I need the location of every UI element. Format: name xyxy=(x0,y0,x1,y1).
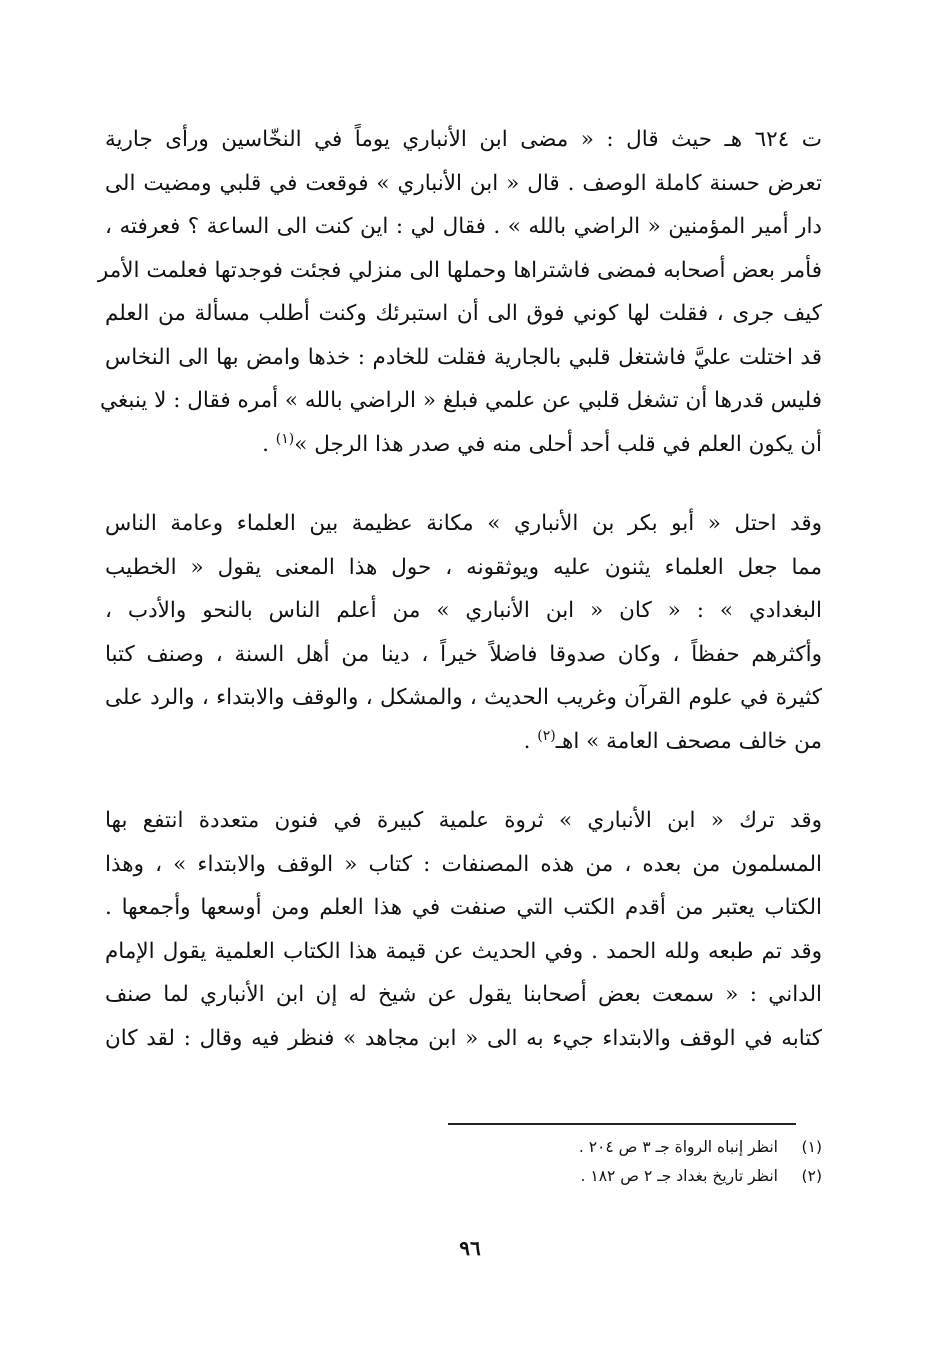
page-number: ٩٦ xyxy=(459,1236,481,1260)
sentence-end: . xyxy=(523,728,538,754)
footnote-number: (٢) xyxy=(801,1167,822,1185)
main-text xyxy=(97,118,823,1060)
text-line: تعرض حسنة كاملة الوصف . قال « ابن الأنباري » فوقعت في قلبي ومضيت الى xyxy=(105,170,822,196)
paragraph-3 xyxy=(105,799,822,1060)
text-line: ت ٦٢٤ هـ حيث قال : « مضى ابن الأنباري يوماً في النخّاسين ورأى جارية xyxy=(105,127,822,152)
text-line: كثيرة في علوم القرآن وغريب الحديث ، والمشكل ، والوقف والابتداء ، والرد على xyxy=(105,685,823,710)
footnote-item xyxy=(392,1133,822,1162)
text-line: مما جعل العلماء يثنون عليه ويوثقونه ، حول هذا المعنى يقول « الخطيب xyxy=(105,554,822,580)
text-line: الداني : « سمعت بعض أصحابنا يقول عن شيخ له إن ابن الأنباري لما صنف xyxy=(105,982,822,1007)
footnote-number: (١) xyxy=(801,1138,822,1156)
text-line: وقد احتل « أبو بكر بن الأنباري » مكانة عظيمة بين العلماء وعامة الناس xyxy=(105,511,822,536)
text-line: كيف جرى ، فقلت لها كوني فوق الى أن استبرئك وكنت أطلب مسألة من العلم xyxy=(105,301,822,326)
footnote-item xyxy=(392,1162,822,1191)
text-line-content: أن يكون العلم في قلب أحد أحلى منه في صدر هذا الرجل » xyxy=(294,431,822,457)
text-line: فأمر بعض أصحابه فمضى فاشتراها وحملها الى منزلي فجئت فوجدتها فعلمت الأمر xyxy=(97,257,822,283)
text-line: كتابه في الوقف والابتداء جيء به الى « ابن مجاهد » فنظر فيه وقال : لقد كان xyxy=(105,1025,822,1051)
text-line-last xyxy=(105,423,822,467)
footnote-text: انظر إنباه الرواة جـ ٣ ص ٢٠٤ . xyxy=(578,1138,778,1156)
paragraph-1 xyxy=(97,118,822,466)
text-line: وقد ترك « ابن الأنباري » ثروة علمية كبيرة في فنون متعددة انتفع بها xyxy=(105,808,822,833)
footnote-divider xyxy=(448,1123,796,1125)
text-line: المسلمون من بعده ، من هذه المصنفات : كتاب « الوقف والابتداء » ، وهذا xyxy=(105,851,822,877)
text-line-last xyxy=(105,720,822,764)
footnote-reference: (٢) xyxy=(537,727,556,744)
text-line: وقد تم طبعه ولله الحمد . وفي الحديث عن قيمة هذا الكتاب العلمية يقول الإمام xyxy=(105,938,822,964)
footnote-reference: (١) xyxy=(275,430,295,447)
text-line: وأكثرهم حفظاً ، وكان صدوقا فاضلاً خيراً ، دينا من أهل السنة ، وصنف كتبا xyxy=(105,641,822,667)
text-line: الكتاب يعتبر من أقدم الكتب التي صنفت في هذا العلم ومن أوسعها وأجمعها . xyxy=(105,895,822,920)
text-line: البغدادي » : « كان « ابن الأنباري » من أعلم الناس بالنحو والأدب ، xyxy=(105,598,822,623)
sentence-end: . xyxy=(262,431,276,457)
text-line: فليس قدرها أن تشغل قلبي عن علمي فبلغ « الراضي بالله » أمره فقال : لا ينبغي xyxy=(100,388,822,413)
text-line: قد اختلت عليَّ فاشتغل قلبي بالجارية فقلت للخادم : خذها وامض بها الى النخاس xyxy=(105,344,822,370)
text-line-content: من خالف مصحف العامة » اهـ xyxy=(555,728,822,754)
footnotes xyxy=(392,1133,822,1191)
text-line: دار أمير المؤمنين « الراضي بالله » . فقال لي : اين كنت الى الساعة ؟ فعرفته ، xyxy=(105,214,822,239)
paragraph-2 xyxy=(105,502,822,763)
footnote-text: انظر تاريخ بغداد جـ ٢ ص ١٨٢ . xyxy=(580,1167,778,1185)
